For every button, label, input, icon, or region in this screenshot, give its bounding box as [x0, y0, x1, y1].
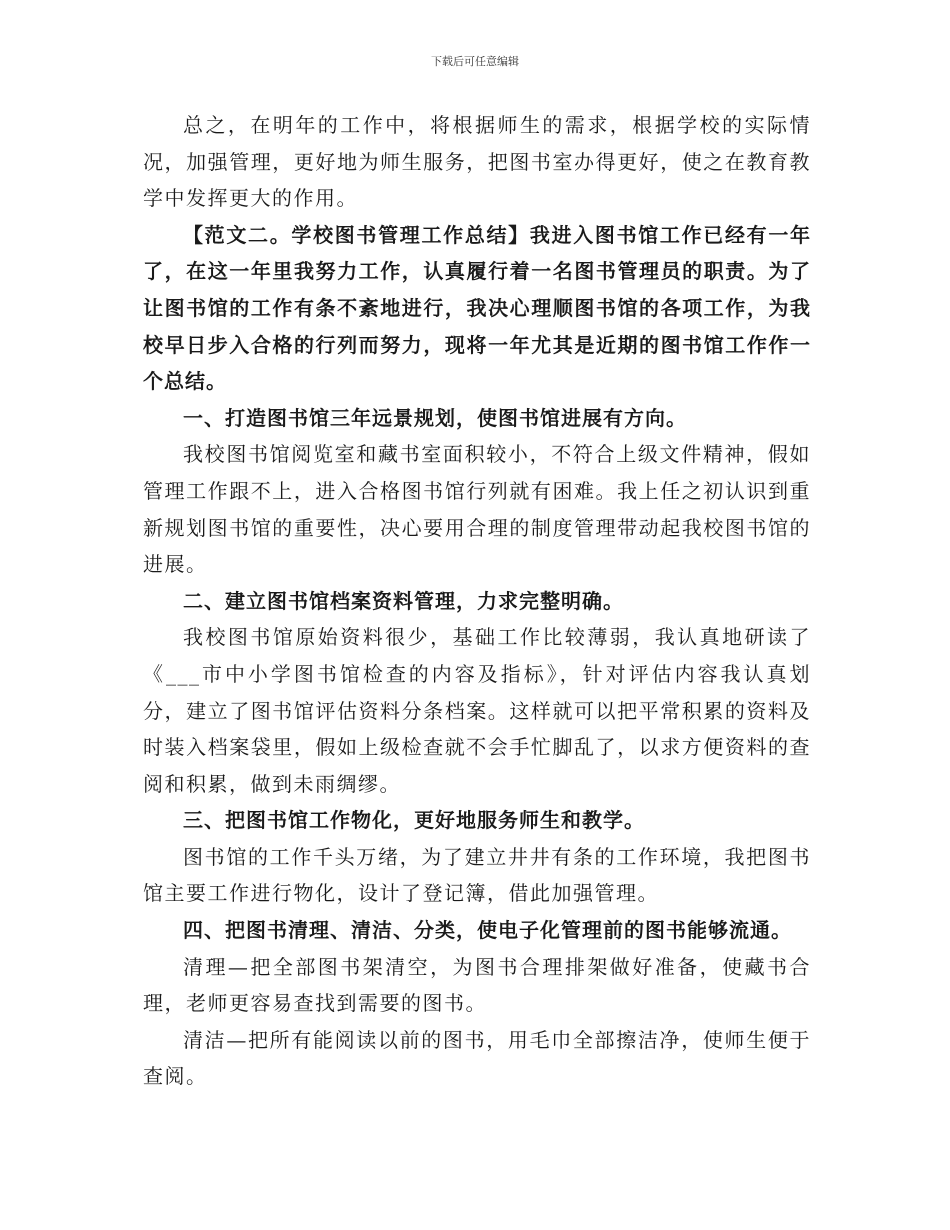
section-heading: 二、建立图书馆档案资料管理，力求完整明确。 — [183, 588, 624, 613]
paragraph: 图书馆的工作千头万绪，为了建立井井有条的工作环境，我把图书馆主要工作进行物化，设计了登记簿，借此加强管理。 — [143, 844, 811, 906]
paragraph: 我校图书馆原始资料很少，基础工作比较薄弱，我认真地研读了《___市中小学图书馆检查的内容及指标》，针对评估内容我认真划分，建立了图书馆评估资料分条档案。这样就可以把平常积累的资料及时装入档案袋里，假如上级检查就不会手忙脚乱了，以求方便资料的查阅和积累，做到未雨绸缪。 — [143, 625, 811, 796]
paragraph: 我校图书馆阅览室和藏书室面积较小，不符合上级文件精神，假如管理工作跟不上，进入合格图书馆行列就有困难。我上任之初认识到重新规划图书馆的重要性，决心要用合理的制度管理带动起我校图书馆的进展。 — [143, 442, 811, 577]
section-heading: 四、把图书清理、清洁、分类，使电子化管理前的图书能够流通。 — [183, 918, 792, 943]
section-heading: 三、把图书馆工作物化，更好地服务师生和教学。 — [183, 808, 645, 833]
paragraph: 清洁—把所有能阅读以前的图书，用毛巾全部擦洁净，使师生便于查阅。 — [143, 1027, 811, 1089]
page-header: 下载后可任意编辑 — [431, 55, 519, 68]
paragraph: 清理—把全部图书架清空，为图书合理排架做好准备，使藏书合理，老师更容易查找到需要的图书。 — [143, 954, 811, 1016]
section-heading: 一、打造图书馆三年远景规划，使图书馆进展有方向。 — [183, 405, 687, 430]
paragraph-heading: 【范文二。学校图书管理工作总结】我进入图书馆工作已经有一年了，在这一年里我努力工作，认真履行着一名图书管理员的职责。为了让图书馆的工作有条不紊地进行，我决心理顺图书馆的各项工作，为我校早日步入合格的行列而努力，现将一年尤其是近期的图书馆工作作一个总结。 — [143, 222, 811, 394]
document-body — [143, 107, 811, 1095]
paragraph: 总之，在明年的工作中，将根据师生的需求，根据学校的实际情况，加强管理，更好地为师生服务，把图书室办得更好，使之在教育教学中发挥更大的作用。 — [143, 113, 811, 211]
